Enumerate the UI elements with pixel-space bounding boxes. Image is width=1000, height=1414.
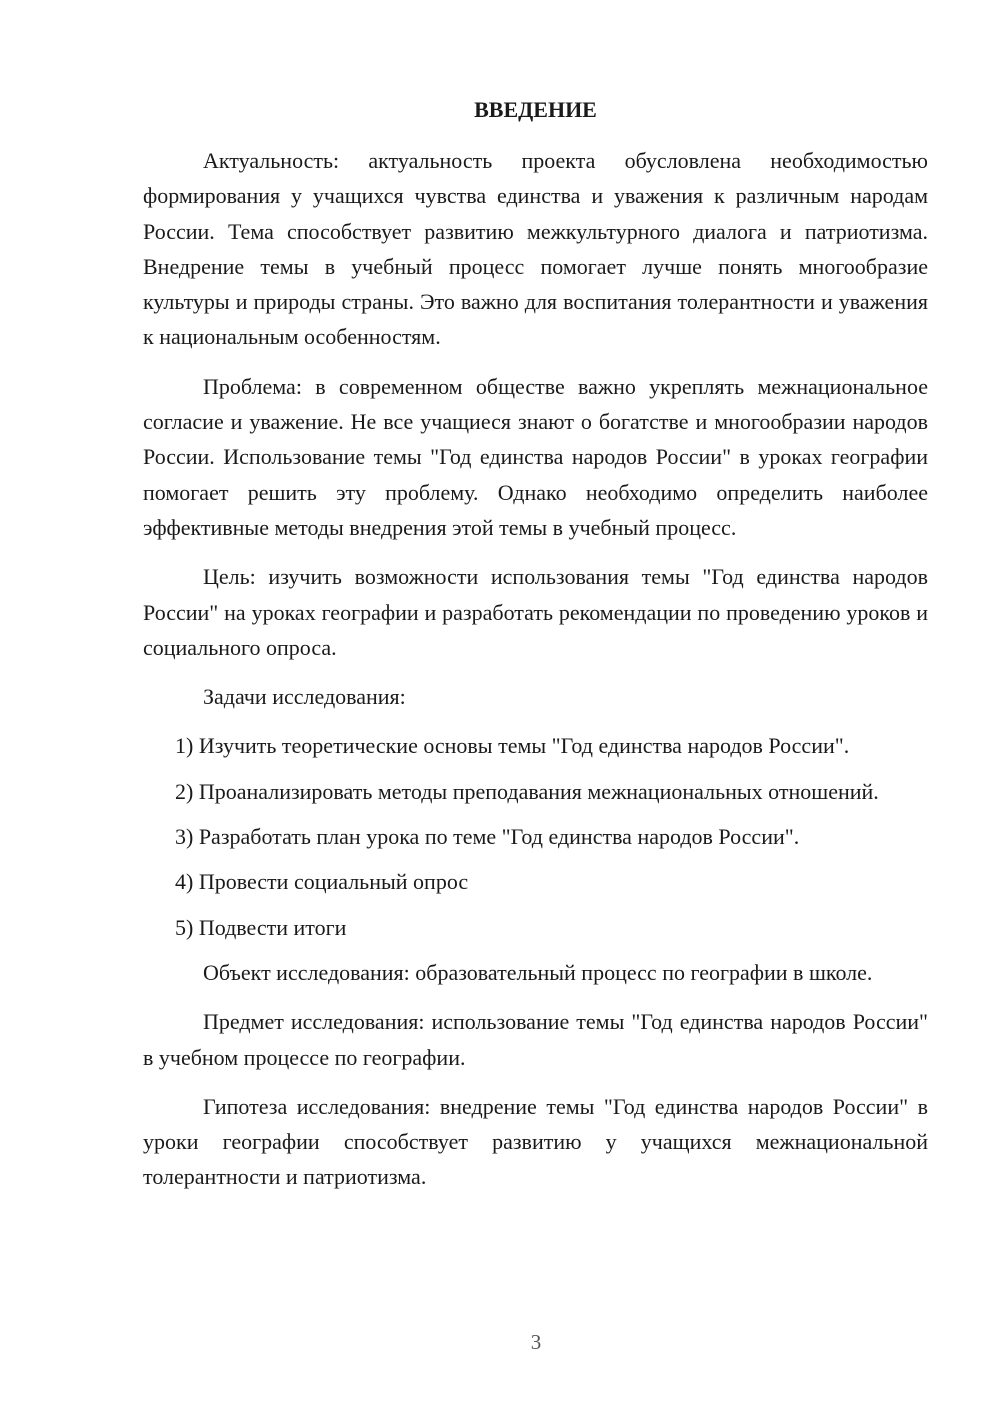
goal-paragraph: Цель: изучить возможности использования темы "Год единства народов России" на уроках географии и разработать рекомендации по проведению уроков и социального опроса. — [143, 564, 928, 660]
object-paragraph: Объект исследования: образовательный процесс по географии в школе. — [203, 959, 873, 985]
task-item-1: 1) Изучить теоретические основы темы "Год единства народов России". — [175, 733, 850, 759]
page-number: 3 — [530, 1330, 542, 1354]
problem-paragraph: Проблема: в современном обществе важно укреплять межнациональное согласие и уважение. Не все учащиеся знают о богатстве и многообразии народов России. Использование темы "Год единства народов России" в уроках географии помогает решить эту проблему. Однако необходимо определить наиболее эффективные методы внедрения этой темы в учебный процесс. — [143, 373, 928, 540]
task-item-5: 5) Подвести итоги — [175, 914, 347, 940]
task-item-3: 3) Разработать план урока по теме "Год единства народов России". — [175, 824, 800, 850]
task-item-4: 4) Провести социальный опрос — [175, 869, 469, 895]
document-page — [143, 95, 928, 1209]
relevance-paragraph: Актуальность: актуальность проекта обусловлена необходимостью формирования у учащихся чувства единства и уважения к различным народам России. Тема способствует развитию межкультурного диалога и патриотизма. Внедрение темы в учебный процесс помогает лучше понять многообразие культуры и природы страны. Это важно для воспитания толерантности и уважения к национальным особенностям. — [143, 148, 928, 350]
hypothesis-paragraph: Гипотеза исследования: внедрение темы "Год единства народов России" в уроки географии способствует развитию у учащихся межнациональной толерантности и патриотизма. — [143, 1093, 928, 1190]
task-item-2: 2) Проанализировать методы преподавания межнациональных отношений. — [175, 778, 879, 804]
subject-paragraph: Предмет исследования: использование темы "Год единства народов России" в учебном процессе по географии. — [143, 1009, 928, 1070]
section-title: ВВЕДЕНИЕ — [474, 97, 597, 122]
tasks-heading: Задачи исследования: — [203, 684, 406, 710]
